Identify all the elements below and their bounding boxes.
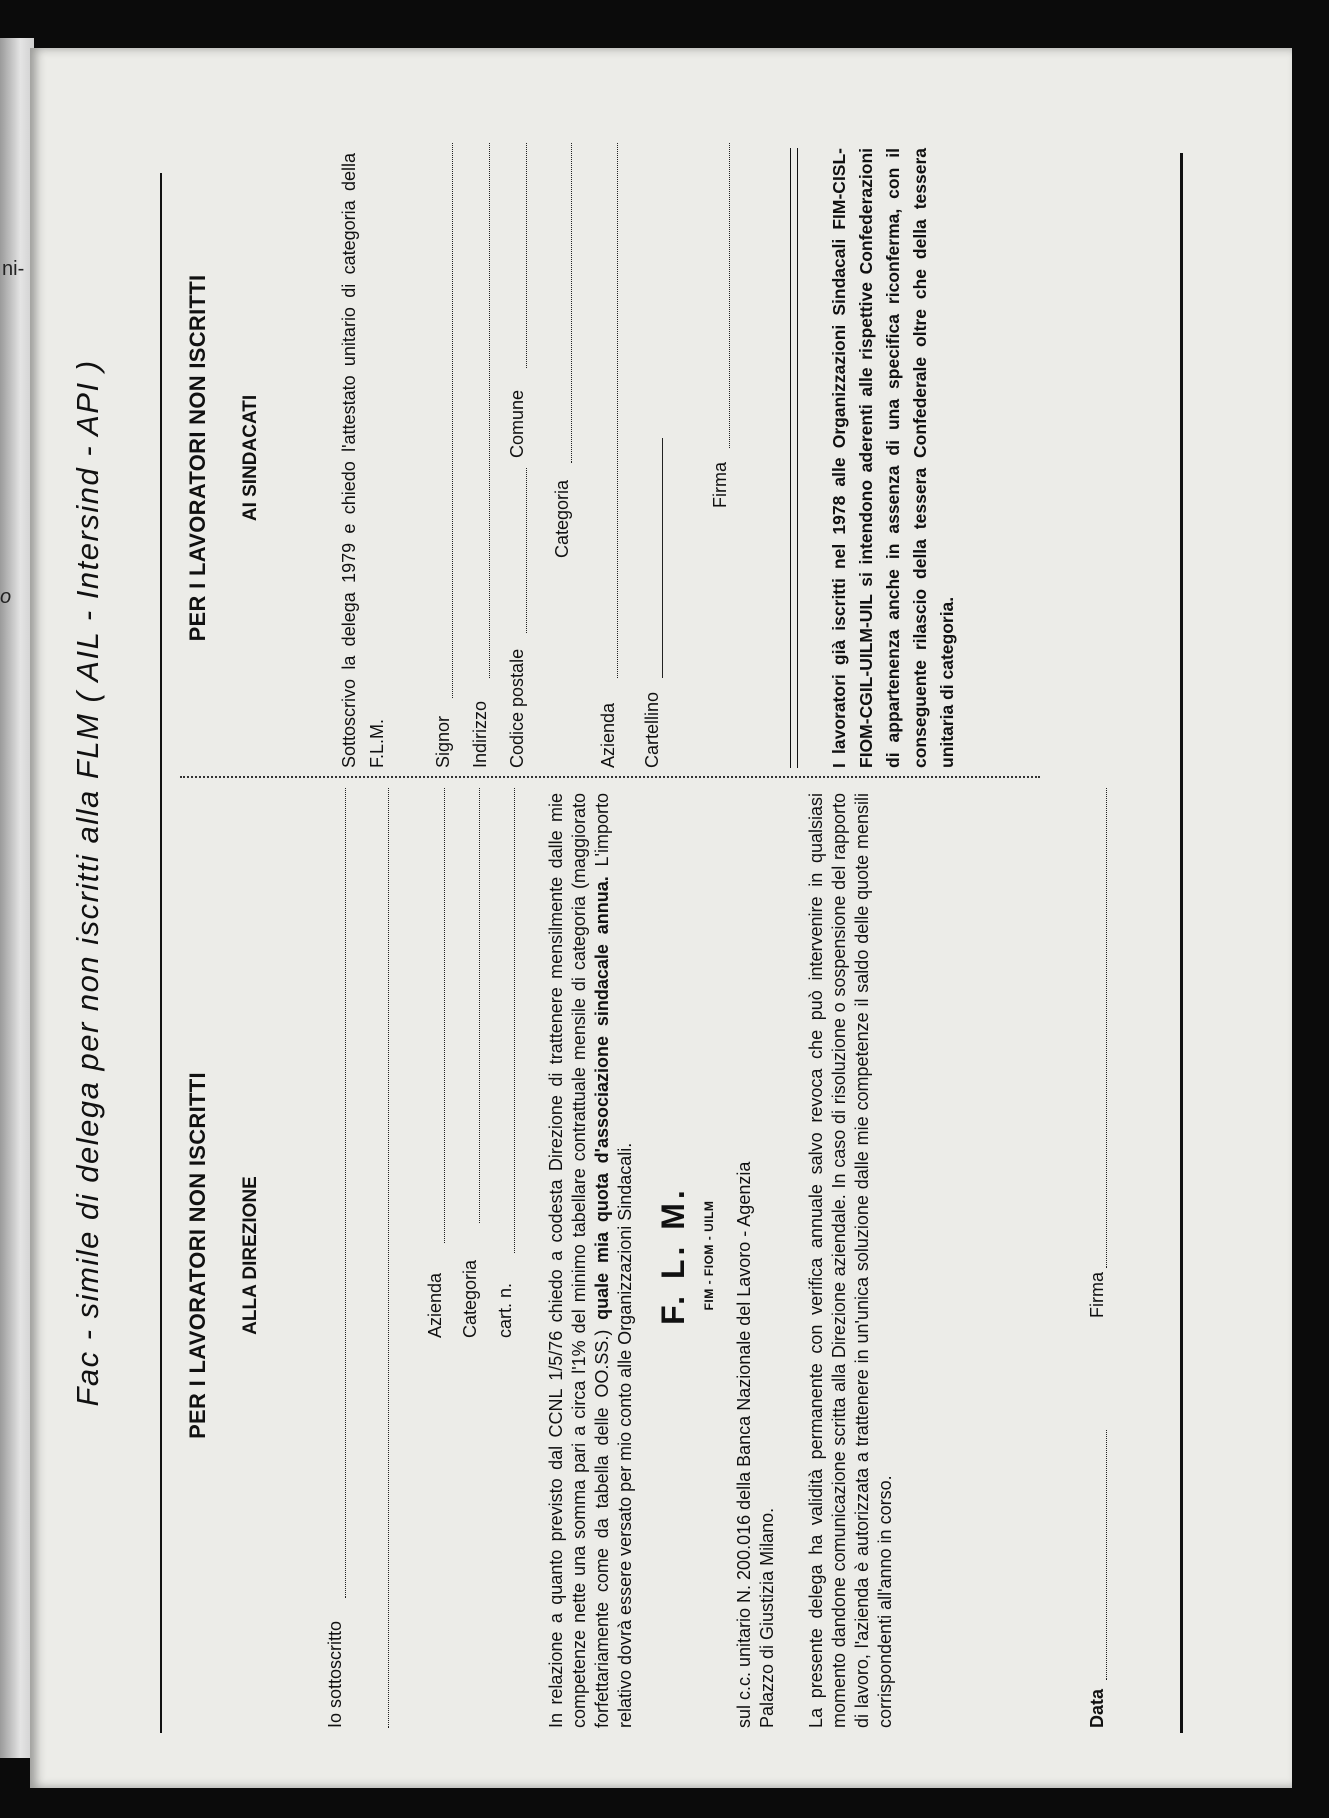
- edge-text-fragment: ni-: [2, 258, 25, 280]
- request-text: In relazione a quanto previsto dal CCNL 1/5/76 chiedo a codesta Direzione di trattenere mensilmente dalle mie competenze nette una somma pari a circa l'1% del minimo tabellare contrattuale mensile di categoria (maggiorato forfettariamente come da tabella delle OO.SS.): [546, 793, 612, 1728]
- codice-postale-field[interactable]: [526, 468, 527, 633]
- left-form-recipient: ALLA DIREZIONE: [240, 1176, 261, 1335]
- request-bold-text: quale mia quota d'associazione sindacale annua.: [592, 876, 612, 1320]
- right-form-recipient: AI SINDACATI: [240, 394, 261, 522]
- request-paragraph: [545, 793, 637, 1728]
- card-number-field[interactable]: [514, 788, 515, 1253]
- comune-label: Comune: [507, 389, 527, 458]
- right-categoria-label: Categoria: [552, 479, 572, 558]
- undersigned-field-2[interactable]: [388, 788, 389, 1728]
- categoria-label: Categoria: [460, 1259, 480, 1338]
- comune-field[interactable]: [526, 143, 527, 368]
- right-azienda-label: Azienda: [598, 702, 618, 768]
- date-field[interactable]: [1106, 1430, 1107, 1680]
- indirizzo-field[interactable]: [489, 143, 490, 678]
- undersigned-label: Io sottoscritto: [325, 1620, 345, 1728]
- card-number-label: cart. n.: [495, 1282, 515, 1338]
- form-divider: [180, 776, 1040, 778]
- codice-postale-label: Codice postale: [507, 648, 527, 768]
- right-intro-paragraph: Sottoscrivo la delega 1979 e chiedo l'attestato unitario di categoria della F.L.M.: [339, 153, 387, 768]
- undersigned-field[interactable]: [345, 788, 346, 1598]
- left-signature-field[interactable]: [1106, 788, 1107, 1268]
- signor-label: Signor: [433, 715, 453, 768]
- flm-members: FIM - FIOM - UILM: [702, 1200, 716, 1311]
- azienda-field[interactable]: [444, 788, 445, 1243]
- right-azienda-field[interactable]: [617, 143, 618, 678]
- left-form-heading: PER I LAVORATORI NON ISCRITTI: [185, 1072, 210, 1439]
- left-signature-label: Firma: [1087, 1272, 1107, 1318]
- validity-paragraph: La presente delega ha validità permanente con verifica annuale salvo revoca che può intervenire in qualsiasi momento dandone comunicazione scritta alla Direzione aziendale. In caso di risoluzione o sospensione del rapporto di lavoro, l'azienda è autorizzata a trattenere in un'unica soluzione dalle mie competenze il saldo delle quote mensili corrispondenti all'anno in corso.: [806, 793, 895, 1728]
- cartellino-label: Cartellino: [642, 691, 662, 768]
- right-categoria-field[interactable]: [571, 143, 572, 463]
- indirizzo-label: Indirizzo: [470, 700, 490, 768]
- top-rule: [160, 173, 162, 1733]
- right-signature-field[interactable]: [729, 143, 730, 448]
- date-label: Data: [1087, 1688, 1107, 1728]
- flm-name: F. L. M.: [655, 1186, 691, 1325]
- right-signature-label: Firma: [710, 462, 730, 508]
- existing-members-note: I lavoratori già iscritti nel 1978 alle Organizzazioni Sindacali FIM-CISL-FIOM-CGIL-UILM-UIL si intendono aderenti alle rispettive Confederazioni di appartenenza anche in assenza di una specifica riconferma, con il conseguente rilascio della tessera Confederale oltre che della tessera unitaria di categoria.: [829, 148, 957, 768]
- bank-account-text: sul c.c. unitario N. 200.016 della Banca Nazionale del Lavoro - Agenzia Palazzo di Giustizia Milano.: [734, 1161, 777, 1728]
- categoria-field[interactable]: [479, 788, 480, 1223]
- delegation-form-sheet: [30, 48, 1292, 1788]
- request-text-end: L'importo relativo dovrà essere versato per mio conto alle Organizzazioni Sindacali.: [592, 793, 635, 1728]
- page-title: Fac - simile di delega per non iscritti alla FLM ( AIL - Intersind - API ): [70, 359, 105, 1407]
- rotated-form-content: [30, 48, 1292, 1788]
- signor-field[interactable]: [452, 143, 453, 698]
- adjacent-page-edge: [0, 38, 34, 1758]
- right-form-heading: PER I LAVORATORI NON ISCRITTI: [185, 274, 210, 642]
- cartellino-field[interactable]: [662, 438, 663, 678]
- note-rule-2: [797, 148, 798, 768]
- bottom-rule: [1180, 153, 1183, 1733]
- azienda-label: Azienda: [425, 1272, 445, 1338]
- note-rule-1: [790, 148, 791, 768]
- edge-text-fragment: o: [0, 586, 12, 608]
